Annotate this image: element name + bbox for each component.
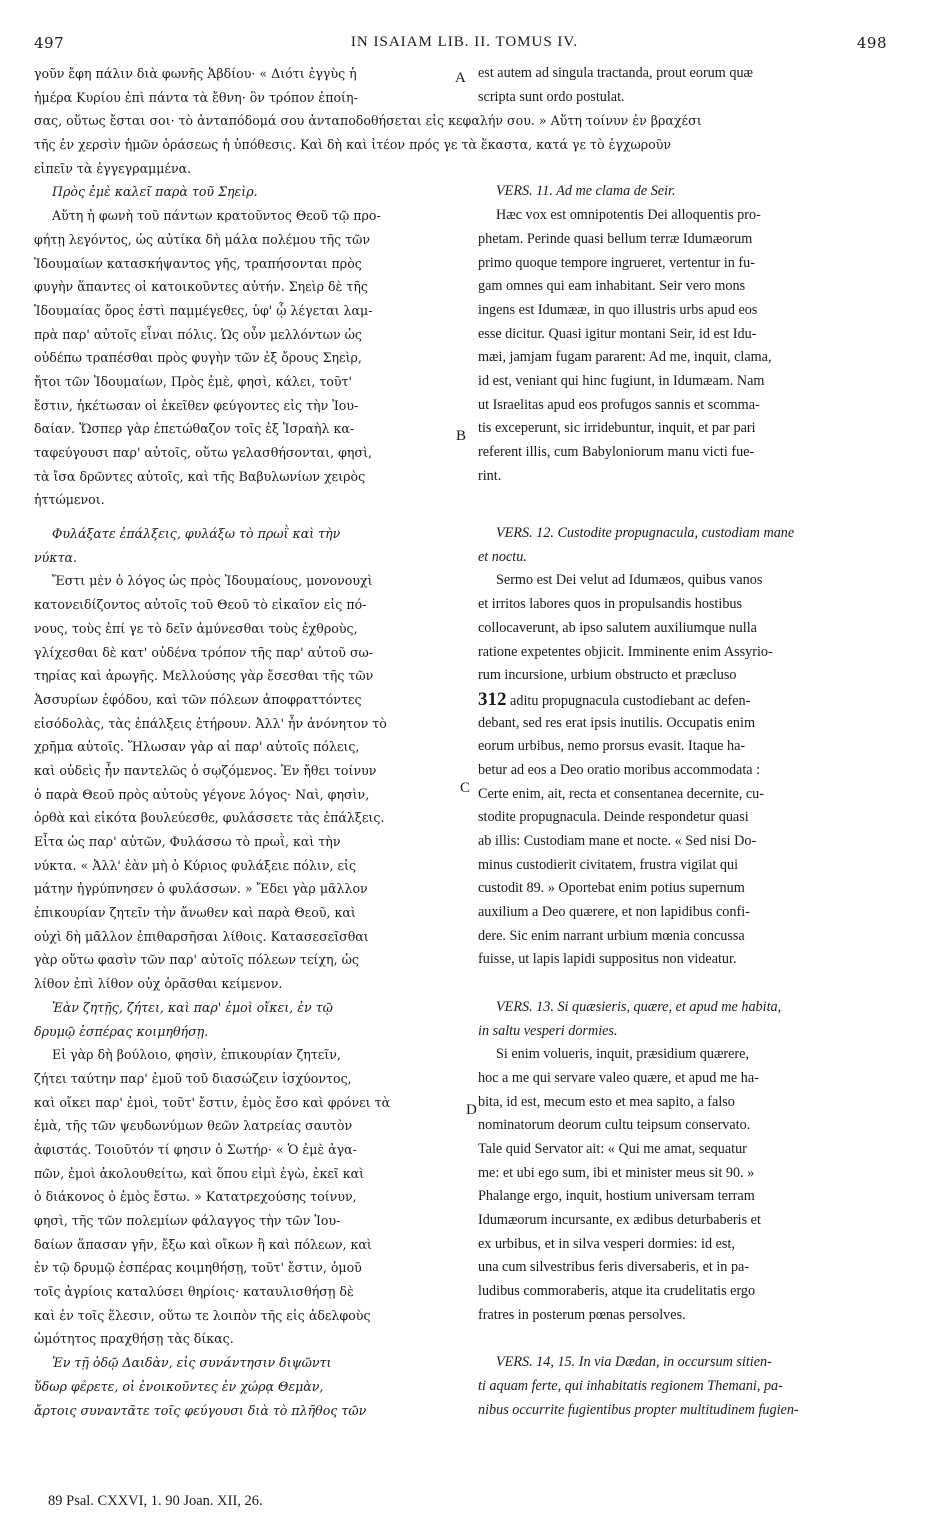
latin-text-line: in saltu vesperi dormies. [478, 1022, 618, 1039]
latin-text-line: VERS. 12. Custodite propugnacula, custodiam mane [496, 525, 795, 542]
greek-text-line: δαίων ἅπασαν γῆν, ἔξω καὶ οἴκων ἢ καὶ πόλεων, καὶ [34, 1236, 372, 1252]
latin-text-line: tis exceperunt, sic irridebuntur, inquit, et par pari [478, 420, 756, 437]
latin-text-line: fuisse, ut lapis lapidi suppositus non videatur. [478, 951, 737, 968]
margin-letter-d: D [466, 1102, 477, 1118]
greek-text-line: ἐπικουρίαν ζητεῖν τὴν ἄνωθεν καὶ παρὰ Θεοῦ, καὶ [34, 905, 356, 921]
latin-text-line: me: et ubi ego sum, ibi et minister meus sit 90. » [478, 1164, 755, 1181]
greek-text-line: οὐχὶ δὴ μᾶλλον ἐπιθαρσῆσαι λίθοις. Κατασεσεῖσθαι [34, 928, 369, 944]
greek-text-line: δαίαν. Ὥσπερ γὰρ ἐπετώθαζον τοῖς ἐξ Ἰσραὴλ κα- [34, 421, 355, 437]
greek-text-line: Ἔστι μὲν ὁ λόγος ὡς πρὸς Ἰδουμαίους, μονονουχὶ [52, 573, 373, 589]
latin-text-line: bita, id est, mecum esto et mea sapito, a falso [478, 1093, 735, 1110]
latin-text-line: et noctu. [478, 548, 527, 565]
latin-text-line: Certe enim, ait, recta et consentanea decernite, cu- [478, 785, 764, 802]
greek-text-line: ἀφιστάς. Τοιοῦτόν τί φησιν ὁ Σωτήρ· « Ὁ ἐμὲ ἀγα- [34, 1141, 357, 1157]
greek-text-line: πῶν, ἐμοὶ ἀκολουθείτω, καὶ ὅπου εἰμὶ ἐγὼ, ἐκεῖ καὶ [34, 1165, 365, 1181]
latin-text-line: eorum urbibus, nemo prorsus evasit. Itaque ha- [478, 738, 746, 755]
greek-text-line: Πρὸς ἐμὲ καλεῖ παρὰ τοῦ Σηεὶρ. [52, 184, 258, 200]
greek-text-line: ἐν τῷ δρυμῷ ἑσπέρας κοιμηθήσῃ, τοῦτ' ἔστιν, ὁμοῦ [34, 1260, 362, 1276]
greek-text-line: εἰσόδολὰς, τὰς ἐπάλξεις ἐτήρουν. Ἀλλ' ἦν ἀνόνητον τὸ [34, 715, 387, 731]
greek-text-line: τηρίας καὶ ἀρωγῆς. Μελλούσης γὰρ ἔσεσθαι τῆς τῶν [34, 668, 374, 684]
greek-text-line: ὁ διάκονος ὁ ἐμὸς ἔστω. » Κατατρεχούσης τοίνυν, [34, 1189, 357, 1205]
latin-text-line: una cum silvestribus feris diversaberis, et in pa- [478, 1259, 750, 1276]
latin-text-line: Idumæorum incursante, ex ædibus deturbaberis et [478, 1212, 761, 1228]
greek-text-line: τοῖς ἀγρίοις καταλύσει θηρίοις· καταυλισθήσῃ δὲ [34, 1284, 354, 1300]
greek-text-line: Αὕτη ἡ φωνὴ τοῦ πάντων κρατοῦντος Θεοῦ τῷ προ- [52, 208, 381, 224]
greek-text-line: ἡττώμενοι. [34, 492, 105, 508]
greek-text-line: ζήτει ταύτην παρ' ἐμοῦ τοῦ διασώζειν ἰσχύοντος, [34, 1070, 352, 1086]
margin-letter-b: B [456, 428, 467, 444]
greek-text-line: ἤτοι τῶν Ἰδουμαίων, Πρὸς ἐμὲ, φησὶ, κάλει, τοῦτ' [34, 373, 352, 389]
greek-text-line: λίθον ἐπὶ λίθον οὐχ ὁρᾶσθαι κείμενον. [34, 976, 283, 992]
latin-text-line: primo quoque tempore ingrueret, vertentur in fu- [478, 254, 755, 271]
latin-text-line: ex urbibus, et in silva vesperi dormies: id est, [478, 1235, 735, 1252]
greek-text-line: Ἐν τῇ ὁδῷ Δαιδὰν, εἰς συνάντησιν διψῶντι [52, 1355, 332, 1371]
latin-text-line: ratione expetentes objicit. Imminente enim Assyrio- [478, 643, 773, 660]
latin-text-line: ab illis: Custodiam mane et nocte. « Sed nisi Do- [478, 833, 757, 849]
greek-text-line: νύκτα. [34, 549, 78, 565]
greek-text-line: ὁ παρὰ Θεοῦ πρὸς αὐτοὺς γέγονε λόγος· Ναὶ, φησὶν, [34, 786, 370, 802]
margin-letter-a: A [455, 70, 466, 86]
latin-text-line: mæi, jamjam fugam pararent: Ad me, inquit, clama, [478, 349, 772, 366]
latin-text-line: ingens est Idumææ, in quo illustris urbs apud eos [478, 301, 758, 318]
greek-text-line: ὀρθὰ καὶ εἰκότα βουλεύεσθε, φυλάσσετε τὰς ἐπάλξεις. [34, 810, 385, 826]
greek-text-line: ἐμὰ, τῆς τῶν ψευδωνύμων θεῶν λατρείας σαυτὸν [34, 1118, 353, 1134]
greek-text-line: Ἐὰν ζητῇς, ζήτει, καὶ παρ' ἐμοὶ οἴκει, ἐν τῷ [52, 999, 333, 1015]
greek-text-line: Ἰδουμαίας ὄρος ἐστὶ παμμέγεθες, ὑφ' ᾧ λέγεται λαμ- [34, 302, 373, 318]
greek-text-line: σας, οὕτως ἔσται σοι· τὸ ἀνταπόδομά σου ἀνταποδοθήσεται εἰς κεφαλήν σου. » Αὕτη τοίνυν ἐν βραχέσι [34, 113, 702, 129]
latin-text-line: VERS. 11. Ad me clama de Seir. [496, 183, 676, 200]
greek-text-line: εἰπεῖν τὰ ἐγγεγραμμένα. [34, 160, 192, 176]
greek-text-line: γὰρ οὕτω φασὶν τῶν παρ' αὐτοῖς πόλεων τείχη, ὡς [34, 952, 359, 968]
latin-text-line [478, 1327, 894, 1351]
greek-text-line: οὐδέπω τραπέσθαι πρὸς φυγὴν τῶν ἐξ ὄρους Σηεὶρ, [34, 350, 362, 366]
footnotes: 89 Psal. CXXVI, 1. 90 Joan. XII, 26. [48, 1493, 263, 1509]
latin-text-line: nibus occurrite fugientibus propter multitudinem fugien- [478, 1401, 799, 1418]
greek-text-line: γοῦν ἔφη πάλιν διὰ φωνῆς Ἀβδίου· « Διότι ἐγγὺς ἡ [34, 66, 357, 81]
latin-text-line: gam omnes qui eam inhabitant. Seir vero mons [478, 278, 746, 295]
latin-text-line: nominatorum deorum cultu teipsum conservato. [478, 1117, 751, 1134]
greek-text-line: Ἰδουμαίων κατασκήψαντος γῆς, τραπήσονται πρὸς [34, 255, 362, 271]
latin-text-line: betur ad eos a Deo oratio moribus accommodata : [478, 761, 761, 778]
latin-text-line: Sermo est Dei velut ad Idumæos, quibus vanos [496, 572, 763, 589]
latin-text-line: ut Israelitas apud eos profugos sannis et scomma- [478, 396, 760, 413]
latin-text-line: scripta sunt ordo postulat. [478, 88, 625, 105]
greek-text-line: χρῆμα αὐτοῖς. Ἥλωσαν γὰρ αἱ παρ' αὐτοῖς πόλεις, [34, 739, 360, 755]
latin-text-line: rint. [478, 467, 502, 484]
latin-text-line: stodite propugnacula. Deinde respondetur quasi [478, 809, 749, 826]
margin-letter-c: C [460, 780, 471, 796]
latin-text-line: VERS. 13. Si quæsieris, quære, et apud me habita, [496, 998, 782, 1015]
greek-text-line: ταφεύγουσι παρ' αὐτοῖς, οὕτω γελασθήσονται, φησὶ, [34, 445, 373, 460]
latin-text-line: id est, veniant qui hinc fugiunt, in Idumæam. Nam [478, 372, 765, 389]
latin-text-line [478, 133, 894, 157]
latin-text-line: VERS. 14, 15. In via Dædan, in occursum sitien- [496, 1354, 772, 1371]
latin-text-line: ti aquam ferte, qui inhabitatis regionem Themani, pa- [478, 1377, 783, 1394]
latin-text-line: 312 aditu propugnacula custodiebant ac defen- [478, 688, 751, 710]
latin-text-line: fratres in posterum pœnas persolves. [478, 1306, 686, 1323]
latin-text-line [478, 488, 894, 512]
greek-text-line: Φυλάξατε ἐπάλξεις, φυλάξω τὸ πρωῒ καὶ τὴν [52, 526, 341, 542]
greek-text-line: καὶ ἐν τοῖς ἕλεσιν, οὕτω τε λοιπὸν τῆς εἰς ἀδελφοὺς [34, 1307, 371, 1323]
latin-text-line: esse dicitur. Quasi igitur montani Seir, id est Idu- [478, 325, 757, 342]
greek-text-line: Εἶτα ὡς παρ' αὐτῶν, Φυλάσσω τὸ πρωῒ, καὶ τὴν [34, 834, 341, 849]
latin-text-line: et irritos labores quos in propulsandis hostibus [478, 596, 743, 613]
greek-text-line: νους, τοὺς ἐπί γε τὸ δεῖν ἀμύνεσθαι τοὺς ἐχθροὺς, [34, 620, 358, 636]
greek-text-line: ὠμότητος πραχθήσῃ τὰς δίκας. [34, 1331, 234, 1347]
latin-text-line [478, 157, 894, 181]
greek-text-line: ἔστιν, ἡκέτωσαν οἱ ἐκεῖθεν φεύγοντες εἰς τὴν Ἰου- [34, 397, 359, 413]
latin-text-line: debant, sed res erat ipsis inutilis. Occupatis enim [478, 714, 755, 731]
greek-text-line: πρὰ παρ' αὐτοῖς εἶναι πόλις. Ὡς οὖν μελλόντων ὡς [34, 326, 362, 342]
greek-text-line: τῆς ἐν χερσὶν ἡμῶν ὁράσεως ἡ ὑπόθεσις. Καὶ δὴ καὶ ἰτέον πρός γε τὰ ἕκαστα, κατά γε τὸ ἐγχωροῦν [34, 137, 672, 153]
greek-text-line: καὶ οὐδεὶς ἦν παντελῶς ὁ σῳζόμενος. Ἐν ἤθει τοίνυν [34, 762, 377, 778]
greek-text-line: νύκτα. « Ἀλλ' ἐὰν μὴ ὁ Κύριος φυλάξειε πόλιν, εἰς [34, 857, 357, 873]
greek-text-line: δρυμῷ ἑσπέρας κοιμηθήσῃ. [34, 1023, 209, 1039]
latin-text-line: custodit 89. » Oportebat enim potius supernum [478, 880, 745, 897]
latin-text-line: dere. Sic enim narrant urbium mœnia concussa [478, 927, 745, 944]
greek-text-line: Εἰ γὰρ δὴ βούλοιο, φησὶν, ἐπικουρίαν ζητεῖν, [52, 1047, 341, 1063]
latin-text-line [478, 972, 894, 996]
latin-text-line: minus custodierit civitatem, frustra vigilat qui [478, 856, 739, 873]
latin-text-line: rum incursione, urbium obstructo et præcluso [478, 667, 737, 684]
running-title: IN ISAIAM LIB. II. TOMUS IV. [350, 34, 579, 50]
page-number-right: 498 [856, 34, 887, 52]
latin-text-line: collocaverunt, ab ipso salutem auxiliumque nulla [478, 619, 757, 636]
greek-text-line: τὰ ἴσα δρῶντες αὐτοῖς, καὶ τῆς Βαβυλωνίων χειρὸς [34, 468, 366, 484]
latin-text-line [478, 109, 894, 133]
greek-text-line: ὕδωρ φέρετε, οἱ ἐνοικοῦντες ἐν χώρᾳ Θεμὰν, [34, 1378, 324, 1394]
latin-text-line: Si enim volueris, inquit, præsidium quærere, [496, 1046, 749, 1063]
latin-text-line: auxilium a Deo quærere, et non lapidibus confi- [478, 904, 750, 921]
page-number-left: 497 [34, 34, 65, 52]
latin-column [478, 62, 894, 1422]
column-number: 312 [478, 688, 507, 710]
greek-text-line: καὶ οἴκει παρ' ἐμοὶ, τοῦτ' ἔστιν, ἐμὸς ἔσο καὶ φρόνει τὰ [34, 1094, 391, 1110]
latin-text-line: Phalange ergo, inquit, hostium universam terram [478, 1188, 755, 1205]
latin-text-line: est autem ad singula tractanda, prout eorum quæ [478, 65, 754, 81]
greek-text-line: κατονειδίζοντος αὐτοῖς τοῦ Θεοῦ τὸ εἰκαῖον εἰς πό- [34, 597, 367, 613]
greek-text-line: Ἀσσυρίων ἐφόδου, καὶ τῶν πόλεων ἀποφραττόντες [34, 691, 362, 707]
greek-text-line: φησὶ, τῆς τῶν πολεμίων φάλαγγος τὴν τῶν Ἰου- [34, 1213, 341, 1228]
latin-text-line: ludibus commoraberis, atque ita crudelitatis ergo [478, 1283, 756, 1300]
greek-text-line: φήτῃ λεγόντος, ὡς αὐτίκα δὴ μάλα πολέμου τῆς τῶν [34, 231, 371, 247]
latin-text-line: hoc a me qui servare valeo quære, et apud me ha- [478, 1069, 759, 1086]
greek-text-line: φυγὴν ἅπαντες οἱ κατοικοῦντες αὐτήν. Σηεὶρ δὲ τῆς [34, 279, 368, 295]
greek-text-line: γλίχεσθαι δὲ κατ' οὐδένα τρόπον τῆς παρ' αὐτοῦ σω- [34, 644, 374, 660]
latin-text-line: phetam. Perinde quasi bellum terræ Idumæorum [478, 230, 753, 247]
latin-text-line: Tale quid Servator ait: « Qui me amat, sequatur [478, 1140, 747, 1157]
greek-text-line: ἡμέρα Κυρίου ἐπὶ πάντα τὰ ἔθνη· ὃν τρόπον ἐποίη- [34, 89, 358, 105]
latin-text-line: Hæc vox est omnipotentis Dei alloquentis pro- [496, 207, 761, 224]
greek-text-line: ἄρτοις συναντᾶτε τοῖς φεύγουσι διὰ τὸ πλῆθος τῶν [34, 1402, 367, 1418]
greek-text-line: μάτην ἠγρύπνησεν ὁ φυλάσσων. » Ἔδει γὰρ μᾶλλον [34, 881, 368, 897]
latin-text-line: referent illis, cum Babyloniorum manu victi fue- [478, 444, 755, 460]
